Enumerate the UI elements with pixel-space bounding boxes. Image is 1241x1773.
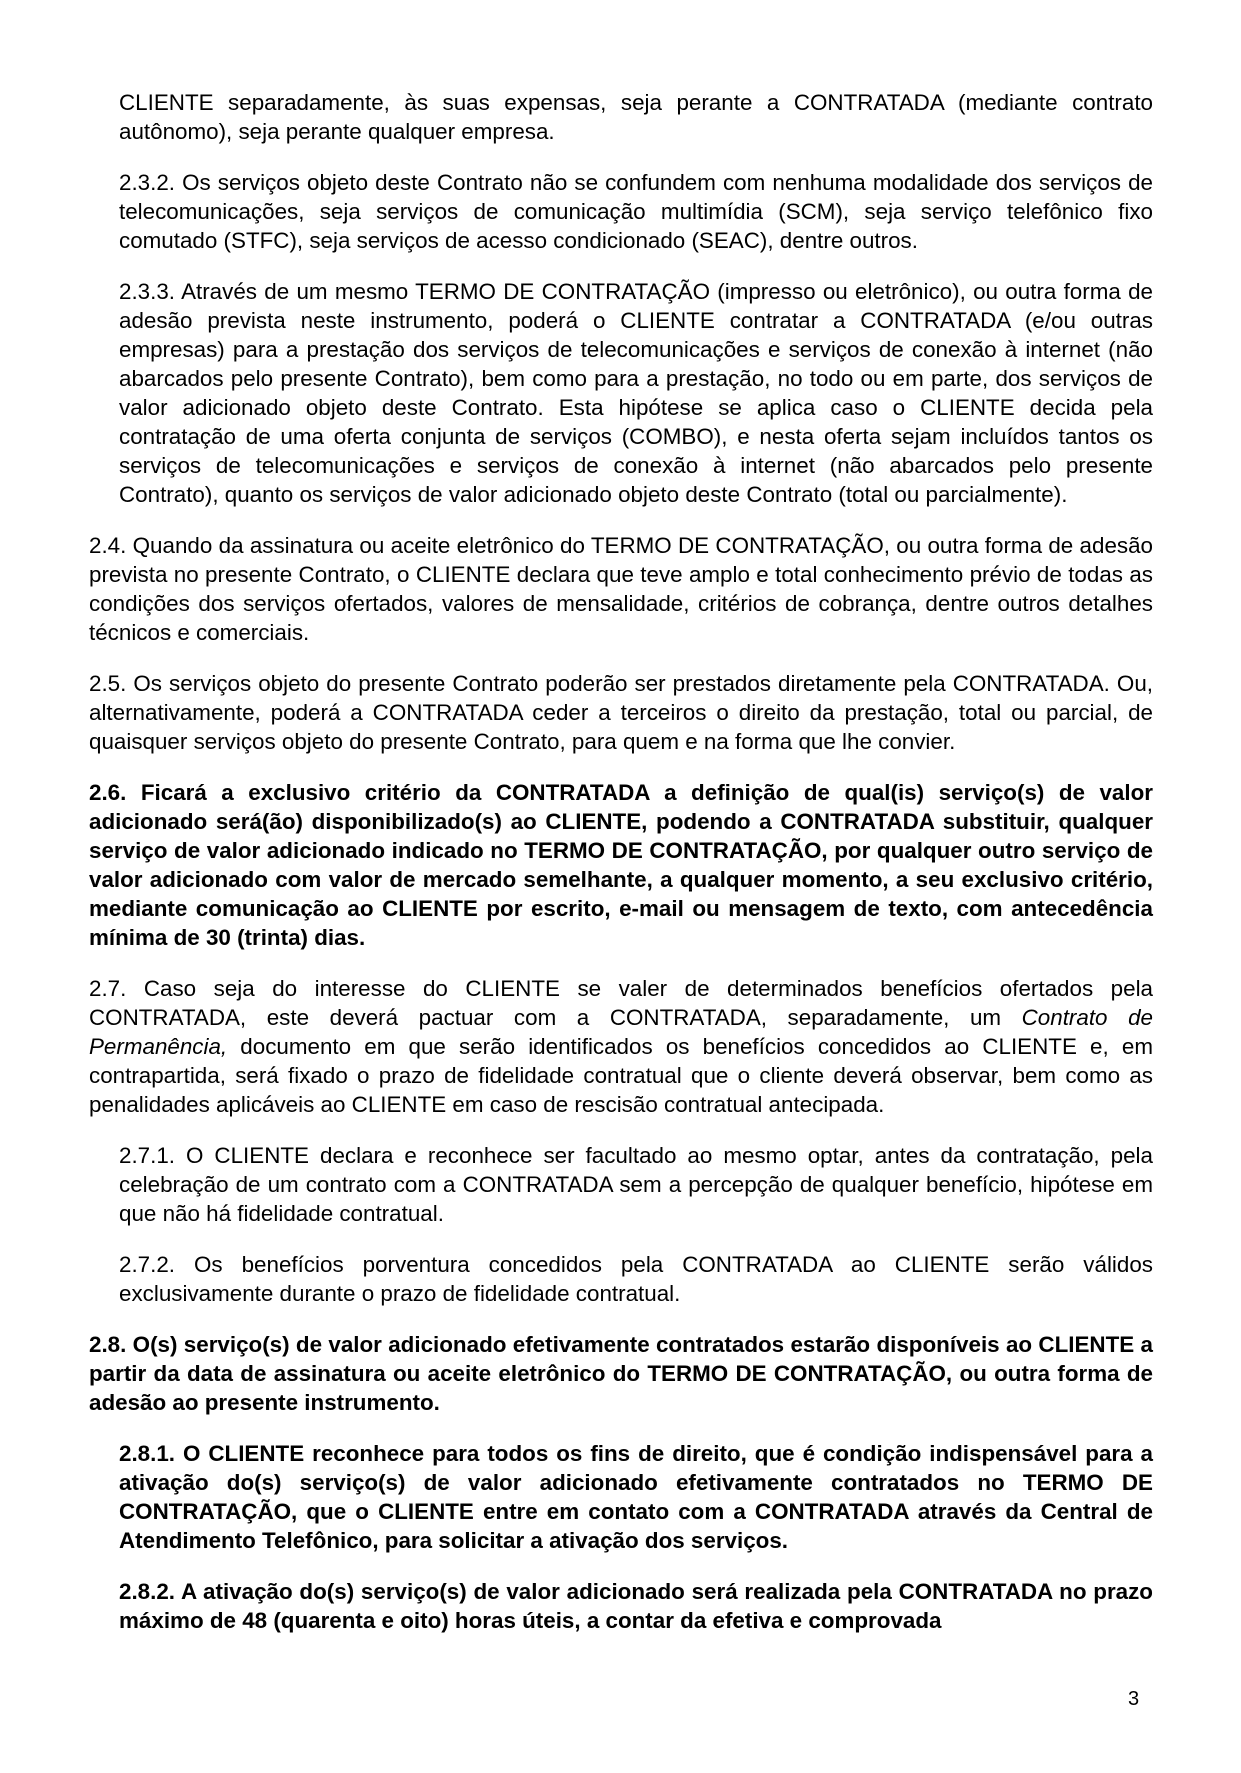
paragraph-2-3-1-continuation: CLIENTE separadamente, às suas expensas, seja perante a CONTRATADA (mediante contrato autônomo), seja perante qualquer empresa. [119,90,1153,144]
paragraph-2-7-text-before: 2.7. Caso seja do interesse do CLIENTE se valer de determinados benefícios ofertados pela CONTRATADA, este deverá pactuar com a CONTRATADA, separadamente, um [89,976,1153,1030]
paragraph-2-7-1: 2.7.1. O CLIENTE declara e reconhece ser facultado ao mesmo optar, antes da contratação, pela celebração de um contrato com a CONTRATADA sem a percepção de qualquer benefício, hipótese em que não há fidelidade contratual. [119,1143,1153,1226]
paragraph-2-8-2: 2.8.2. A ativação do(s) serviço(s) de valor adicionado será realizada pela CONTRATADA no prazo máximo de 48 (quarenta e oito) horas úteis, a contar da efetiva e comprovada [119,1579,1153,1633]
page-number: 3 [1128,1688,1140,1710]
paragraph-2-7-2: 2.7.2. Os benefícios porventura concedidos pela CONTRATADA ao CLIENTE serão válidos exclusivamente durante o prazo de fidelidade contratual. [119,1252,1153,1306]
paragraph-2-4: 2.4. Quando da assinatura ou aceite eletrônico do TERMO DE CONTRATAÇÃO, ou outra forma de adesão prevista no presente Contrato, o CLIENTE declara que teve amplo e total conhecimento prévio de todas as condições dos serviços ofertados, valores de mensalidade, critérios de cobrança, dentre outros detalhes técnicos e comerciais. [89,533,1153,645]
paragraph-2-6: 2.6. Ficará a exclusivo critério da CONTRATADA a definição de qual(is) serviço(s) de valor adicionado será(ão) disponibilizado(s) ao CLIENTE, podendo a CONTRATADA substituir, qualquer serviço de valor adicionado indicado no TERMO DE CONTRATAÇÃO, por qualquer outro serviço de valor adicionado com valor de mercado semelhante, a qualquer momento, a seu exclusivo critério, mediante comunicação ao CLIENTE por escrito, e-mail ou mensagem de texto, com antecedência mínima de 30 (trinta) dias. [89,780,1153,950]
paragraph-2-5: 2.5. Os serviços objeto do presente Contrato poderão ser prestados diretamente pela CONTRATADA. Ou, alternativamente, poderá a CONTRATADA ceder a terceiros o direito da prestação, total ou parcial, de quaisquer serviços objeto do presente Contrato, para quem e na forma que lhe convier. [89,671,1153,754]
paragraph-2-8-1: 2.8.1. O CLIENTE reconhece para todos os fins de direito, que é condição indispensável para a ativação do(s) serviço(s) de valor adicionado efetivamente contratados no TERMO DE CONTRATAÇÃO, que o CLIENTE entre em contato com a CONTRATADA através da Central de Atendimento Telefônico, para solicitar a ativação dos serviços. [119,1441,1153,1553]
paragraph-2-7 [89,974,1153,1119]
paragraph-2-8: 2.8. O(s) serviço(s) de valor adicionado efetivamente contratados estarão disponíveis ao CLIENTE a partir da data de assinatura ou aceite eletrônico do TERMO DE CONTRATAÇÃO, ou outra forma de adesão ao presente instrumento. [89,1332,1153,1415]
paragraph-2-3-2: 2.3.2. Os serviços objeto deste Contrato não se confundem com nenhuma modalidade dos serviços de telecomunicações, seja serviços de comunicação multimídia (SCM), seja serviço telefônico fixo comutado (STFC), seja serviços de acesso condicionado (SEAC), dentre outros. [119,170,1153,253]
paragraph-2-3-3: 2.3.3. Através de um mesmo TERMO DE CONTRATAÇÃO (impresso ou eletrônico), ou outra forma de adesão prevista neste instrumento, poderá o CLIENTE contratar a CONTRATADA (e/ou outras empresas) para a prestação dos serviços de telecomunicações e serviços de conexão à internet (não abarcados pelo presente Contrato), bem como para a prestação, no todo ou em parte, dos serviços de valor adicionado objeto deste Contrato. Esta hipótese se aplica caso o CLIENTE decida pela contratação de uma oferta conjunta de serviços (COMBO), e nesta oferta sejam incluídos tantos os serviços de telecomunicações e serviços de conexão à internet (não abarcados pelo presente Contrato), quanto os serviços de valor adicionado objeto deste Contrato (total ou parcialmente). [119,279,1153,507]
document-body [89,88,1153,1657]
paragraph-2-7-italic-term: Contrato de Permanência, [89,1005,1153,1059]
paragraph-2-7-text-after: documento em que serão identificados os benefícios concedidos ao CLIENTE e, em contrapartida, será fixado o prazo de fidelidade contratual que o cliente deverá observar, bem como as penalidades aplicáveis ao CLIENTE em caso de rescisão contratual antecipada. [89,1034,1153,1117]
